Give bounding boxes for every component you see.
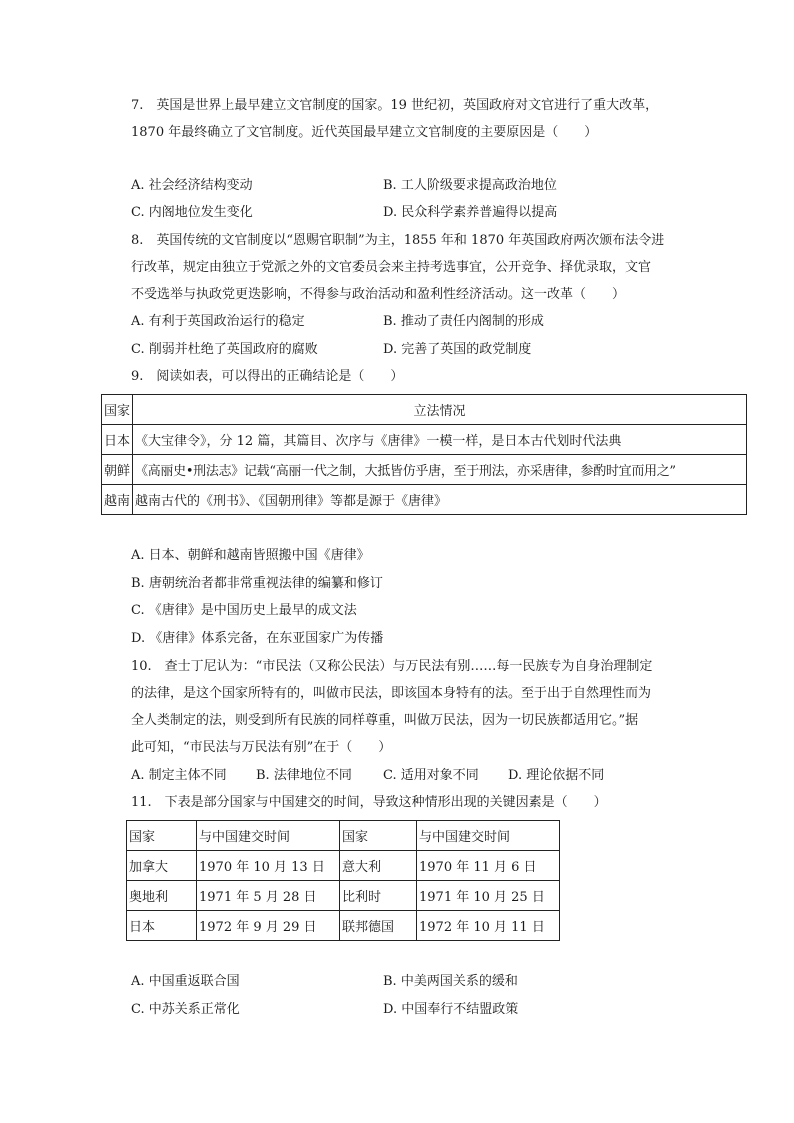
- table-header-cell: 立法情况: [133, 395, 747, 425]
- q10-stem-line-2: 的法律，是这个国家所特有的，叫做市民法，即该国本身特有的法。至于出于自然理性而为: [131, 686, 652, 701]
- q8-stem-line-2: 行改革，规定由独立于党派之外的文官委员会来主持考选事宜，公开竞争、择优录取，文官: [131, 260, 652, 275]
- table-row: [127, 911, 560, 941]
- table-header-cell: 国家: [102, 395, 133, 425]
- q11-stem: 11. 下表是部分国家与中国建交的时间，导致这种情形出现的关键因素是（ ）: [131, 795, 607, 810]
- q10-option-c: C. 适用对象不同: [383, 768, 479, 783]
- q11-option-b: B. 中美两国关系的缓和: [383, 974, 518, 989]
- table-row: [102, 455, 747, 485]
- table-row: [127, 881, 560, 911]
- q8-stem-line-1: 8. 英国传统的文官制度以“恩赐官职制”为主，1855 年和 1870 年英国政府两次颁布法令进: [131, 233, 665, 248]
- table-cell: 越南: [102, 485, 133, 515]
- q11-option-a: A. 中国重返联合国: [131, 974, 240, 989]
- table-cell: 1971 年 5 月 28 日: [197, 881, 340, 911]
- q10-stem-line-3: 全人类制定的法，则受到所有民族的同样尊重，叫做万民法，因为一切民族都适用它。”据: [131, 713, 639, 728]
- table-cell: 日本: [127, 911, 197, 941]
- table-header-row: [102, 395, 747, 425]
- q7-option-d: D. 民众科学素养普遍得以提高: [383, 205, 558, 220]
- table-header-row: [127, 821, 560, 851]
- table-cell: 1971 年 10 月 25 日: [417, 881, 560, 911]
- q9-option-a: A. 日本、朝鲜和越南皆照搬中国《唐律》: [131, 548, 370, 563]
- q11-option-c: C. 中苏关系正常化: [131, 1002, 240, 1017]
- table-cell: 联邦德国: [340, 911, 417, 941]
- table-cell: 《大宝律令》，分 12 篇，其篇目、次序与《唐律》一模一样，是日本古代划时代法典: [133, 425, 747, 455]
- table-cell: 奥地利: [127, 881, 197, 911]
- table-row: [127, 851, 560, 881]
- table-cell: 加拿大: [127, 851, 197, 881]
- q7-stem-line-2: 1870 年最终确立了文官制度。近代英国最早建立文官制度的主要原因是（ ）: [131, 125, 598, 140]
- q7-option-a: A. 社会经济结构变动: [131, 178, 253, 193]
- table-cell: 1970 年 11 月 6 日: [417, 851, 560, 881]
- q9-table: [101, 394, 747, 515]
- table-header-cell: 国家: [340, 821, 417, 851]
- table-cell: 朝鲜: [102, 455, 133, 485]
- q9-stem: 9. 阅读如表，可以得出的正确结论是（ ）: [131, 369, 404, 384]
- table-cell: 《高丽史•刑法志》记载“高丽一代之制，大抵皆仿乎唐，至于刑法，亦采唐律，参酌时宜而用之”: [133, 455, 747, 485]
- q10-option-d: D. 理论依据不同: [508, 768, 605, 783]
- q10-stem-line-1: 10. 查士丁尼认为：“市民法（又称公民法）与万民法有别……每一民族专为自身治理制定: [131, 659, 653, 674]
- table-header-cell: 国家: [127, 821, 197, 851]
- q8-option-b: B. 推动了责任内阁制的形成: [383, 314, 544, 329]
- table-cell: 1972 年 9 月 29 日: [197, 911, 340, 941]
- q11-option-d: D. 中国奉行不结盟政策: [383, 1002, 519, 1017]
- q8-option-a: A. 有利于英国政治运行的稳定: [131, 314, 305, 329]
- table-cell: 日本: [102, 425, 133, 455]
- q9-option-d: D. 《唐律》体系完备，在东亚国家广为传播: [131, 631, 384, 646]
- table-row: [102, 485, 747, 515]
- table-row: [102, 425, 747, 455]
- q8-option-d: D. 完善了英国的政党制度: [383, 342, 532, 357]
- q8-option-c: C. 削弱并杜绝了英国政府的腐败: [131, 342, 318, 357]
- table-cell: 1970 年 10 月 13 日: [197, 851, 340, 881]
- q7-option-b: B. 工人阶级要求提高政治地位: [383, 178, 557, 193]
- table-cell: 越南古代的《刑书》、《国朝刑律》等都是源于《唐律》: [133, 485, 747, 515]
- table-cell: 意大利: [340, 851, 417, 881]
- q10-stem-line-4: 此可知，“市民法与万民法有别”在于（ ）: [131, 740, 392, 755]
- q7-stem-line-1: 7. 英国是世界上最早建立文官制度的国家。19 世纪初，英国政府对文官进行了重大改革，: [131, 98, 659, 113]
- table-cell: 1972 年 10 月 11 日: [417, 911, 560, 941]
- q8-stem-line-3: 不受选举与执政党更迭影响，不得参与政治活动和盈利性经济活动。这一改革（ ）: [131, 287, 626, 302]
- table-header-cell: 与中国建交时间: [197, 821, 340, 851]
- q10-option-b: B. 法律地位不同: [256, 768, 352, 783]
- q9-option-b: B. 唐朝统治者都非常重视法律的编纂和修订: [131, 576, 383, 591]
- q10-option-a: A. 制定主体不同: [131, 768, 227, 783]
- q9-option-c: C. 《唐律》是中国历史上最早的成文法: [131, 603, 357, 618]
- q7-option-c: C. 内阁地位发生变化: [131, 205, 253, 220]
- table-header-cell: 与中国建交时间: [417, 821, 560, 851]
- table-cell: 比利时: [340, 881, 417, 911]
- q11-table: [126, 820, 560, 941]
